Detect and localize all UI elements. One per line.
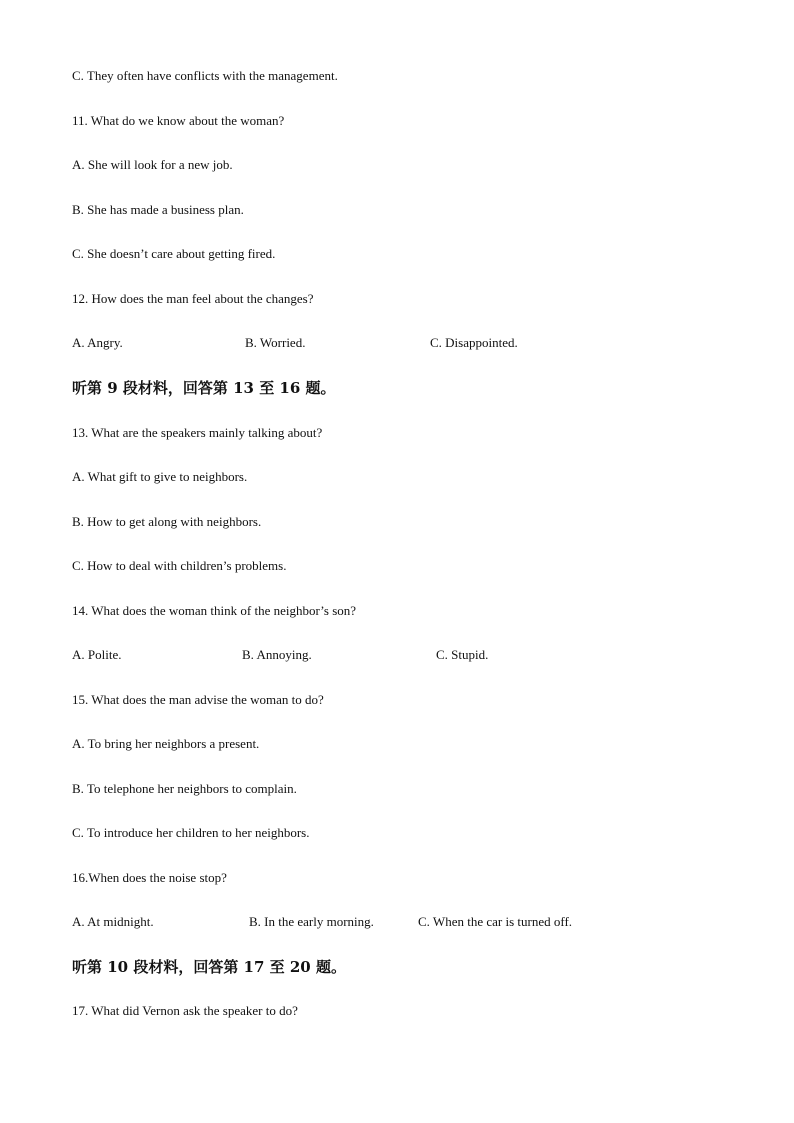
q12-question: 12. How does the man feel about the changes? bbox=[72, 291, 314, 306]
q16-question: 16.When does the noise stop? bbox=[72, 870, 227, 885]
q14-question: 14. What does the woman think of the neighbor’s son? bbox=[72, 603, 357, 618]
q12-option-b: B. Worried. bbox=[245, 335, 306, 350]
q11-option-c: C. She doesn’t care about getting fired. bbox=[72, 246, 276, 261]
q17-question: 17. What did Vernon ask the speaker to do? bbox=[72, 1003, 298, 1018]
q16-option-a: A. At midnight. bbox=[72, 914, 154, 929]
q15-option-c: C. To introduce her children to her neighbors. bbox=[72, 825, 310, 840]
q13-option-a: A. What gift to give to neighbors. bbox=[72, 469, 248, 484]
q10-option-c: C. They often have conflicts with the management. bbox=[72, 68, 338, 83]
q14-option-b: B. Annoying. bbox=[242, 647, 312, 662]
q12-option-a: A. Angry. bbox=[72, 335, 123, 350]
q15-option-b: B. To telephone her neighbors to complain. bbox=[72, 781, 297, 796]
section9-heading: 听第 9 段材料，回答第 13 至 16 题。 bbox=[72, 379, 336, 397]
q16-option-b: B. In the early morning. bbox=[249, 914, 374, 929]
section10-heading: 听第 10 段材料，回答第 17 至 20 题。 bbox=[72, 958, 346, 976]
q13-option-b: B. How to get along with neighbors. bbox=[72, 514, 262, 529]
q13-option-c: C. How to deal with children’s problems. bbox=[72, 558, 287, 573]
q11-question: 11. What do we know about the woman? bbox=[72, 113, 285, 128]
q12-option-c: C. Disappointed. bbox=[430, 335, 518, 350]
q14-option-c: C. Stupid. bbox=[436, 647, 489, 662]
q13-question: 13. What are the speakers mainly talking about? bbox=[72, 425, 323, 440]
q15-question: 15. What does the man advise the woman to do? bbox=[72, 692, 324, 707]
q11-option-a: A. She will look for a new job. bbox=[72, 157, 233, 172]
q11-option-b: B. She has made a business plan. bbox=[72, 202, 244, 217]
q14-option-a: A. Polite. bbox=[72, 647, 122, 662]
q16-option-c: C. When the car is turned off. bbox=[418, 914, 573, 929]
q15-option-a: A. To bring her neighbors a present. bbox=[72, 736, 260, 751]
